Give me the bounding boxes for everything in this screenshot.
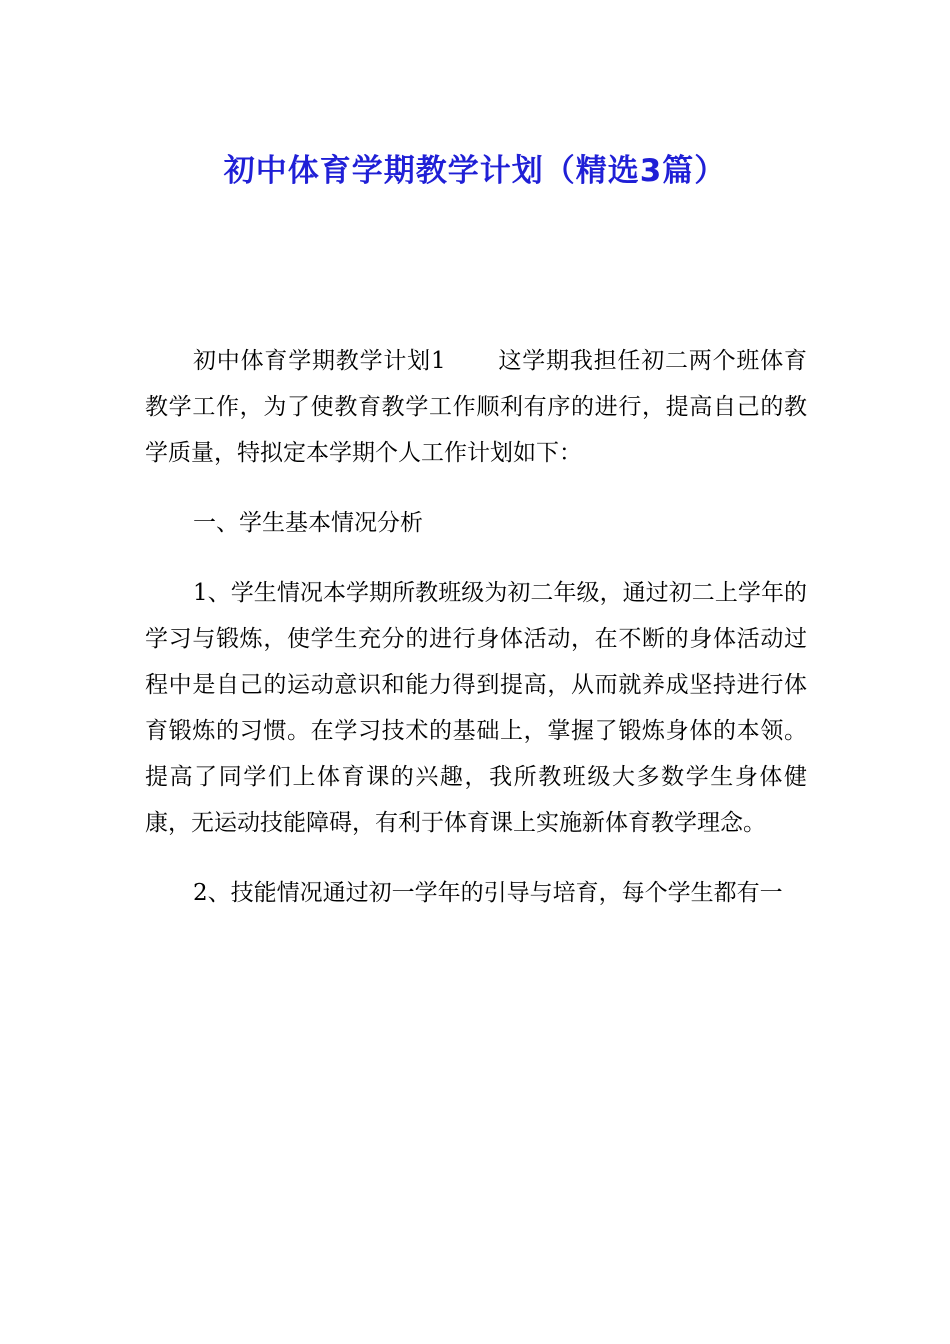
intro-text: 这学期我担任初二两个班体育教学工作，为了使教育教学工作顺利有序的进行，提高自己的教学质量，特拟定本学期个人工作计划如下： [145, 348, 808, 466]
paragraph-section-heading: 一、学生基本情况分析 [193, 510, 423, 536]
paragraph-skill-situation: 2、技能情况通过初一学年的引导与培育，每个学生都有一 [193, 880, 783, 906]
paragraph-student-situation: 1、学生情况本学期所教班级为初二年级，通过初二上学年的学习与锻炼，使学生充分的进行身体活动，在不断的身体活动过程中是自己的运动意识和能力得到提高，从而就养成坚持进行体育锻炼的习惯。在学习技术的基础上，掌握了锻炼身体的本领。提高了同学们上体育课的兴趣，我所教班级大多数学生身体健康，无运动技能障碍，有利于体育课上实施新体育教学理念。 [145, 580, 807, 836]
paragraph-intro [145, 338, 807, 476]
document-body [145, 338, 807, 940]
document-title: 初中体育学期教学计划（精选3篇） [223, 152, 727, 189]
section-lead-title: 初中体育学期教学计划1 [193, 348, 446, 374]
